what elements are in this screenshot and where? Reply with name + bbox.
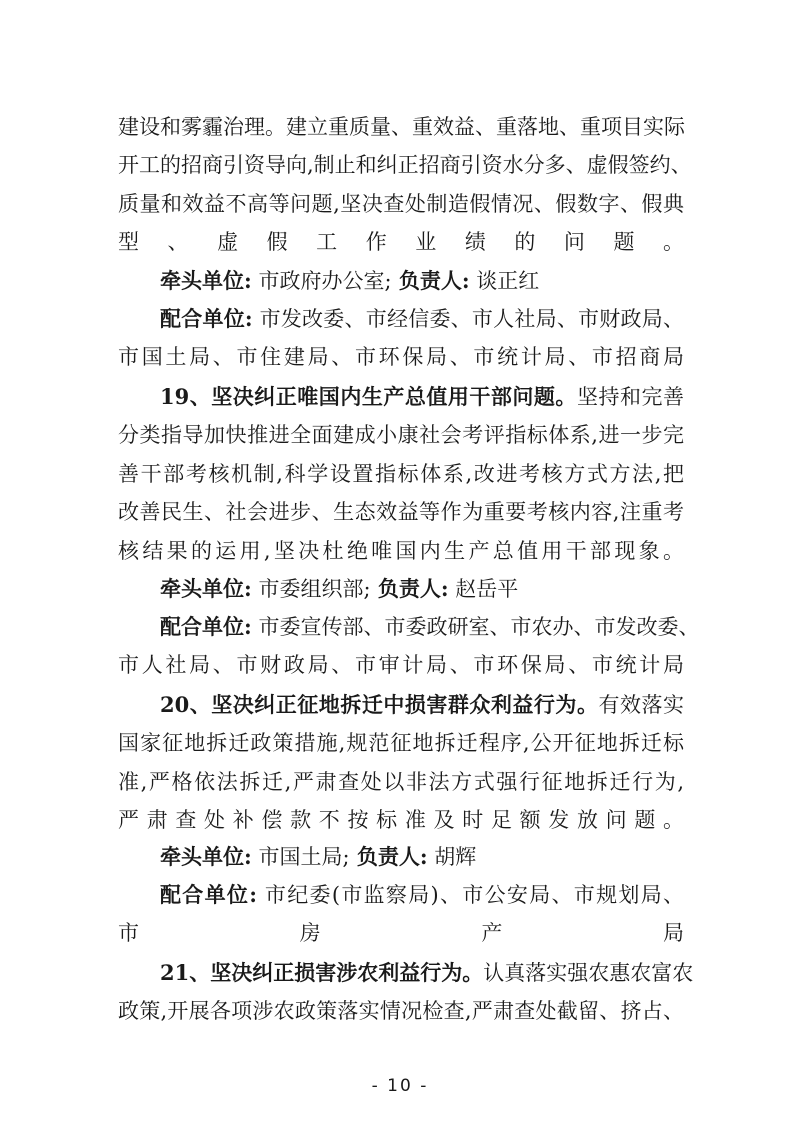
text-line: 国家征地拆迁政策措施,规范征地拆迁程序,公开征地拆迁标	[118, 731, 684, 756]
text-line: 配合单位: 市委宣传部、市委政研室、市农办、市发改委、	[160, 614, 700, 639]
responsible-label: 负责人:	[370, 576, 449, 601]
text-line: 市房产局	[118, 921, 684, 946]
text-line: 改善民生、社会进步、生态效益等作为重要考核内容,注重考	[118, 500, 684, 525]
cooperating-units-paragraph	[118, 300, 684, 377]
responsible-value: 谈正红	[469, 269, 540, 293]
item-19-heading: 19、坚决纠正唯国内生产总值用干部问题。	[160, 384, 577, 409]
text-line: 严肃查处补偿款不按标准及时足额发放问题。	[118, 808, 684, 833]
text-line: 市国土局、市住建局、市环保局、市统计局、市招商局	[118, 345, 684, 370]
text-line: 配合单位: 市发改委、市经信委、市人社局、市财政局、	[160, 306, 684, 331]
item-20-paragraph	[118, 686, 684, 840]
cooperating-units-paragraph	[118, 876, 684, 953]
text-line: 政策,开展各项涉农政策落实情况检查,严肃查处截留、挤占、	[118, 999, 684, 1024]
lead-unit-value: 市国土局;	[251, 845, 350, 869]
text-line: 市人社局、市财政局、市审计局、市环保局、市统计局	[118, 653, 684, 678]
text-line: 核结果的运用,坚决杜绝唯国内生产总值用干部现象。	[118, 538, 684, 563]
cooperating-units-label: 配合单位:	[160, 882, 257, 907]
responsible-value: 赵岳平	[448, 577, 519, 601]
text-line: 善干部考核机制,科学设置指标体系,改进考核方式方法,把	[118, 461, 684, 486]
text-line: 型、虚假工作业绩的问题。	[118, 230, 684, 255]
lead-unit-line	[160, 262, 684, 300]
text-line: 分类指导加快推进全面建成小康社会考评指标体系,进一步完	[118, 423, 684, 448]
responsible-label: 负责人:	[391, 268, 470, 293]
text-line: 质量和效益不高等问题,坚决查处制造假情况、假数字、假典	[118, 191, 684, 216]
cooperating-units-label: 配合单位:	[160, 306, 253, 331]
cooperating-units-paragraph	[118, 608, 700, 685]
responsible-value: 胡辉	[427, 845, 477, 869]
item-21-heading: 21、坚决纠正损害涉农利益行为。	[160, 960, 484, 985]
lead-unit-label: 牵头单位:	[160, 268, 252, 293]
lead-unit-line	[160, 838, 684, 876]
lead-unit-label: 牵头单位:	[160, 576, 252, 601]
lead-unit-label: 牵头单位:	[160, 844, 252, 869]
item-21-paragraph	[118, 954, 694, 1031]
cooperating-units-label: 配合单位:	[160, 614, 252, 639]
text-line: 准,严格依法拆迁,严肃查处以非法方式强行征地拆迁行为,	[118, 769, 684, 794]
responsible-label: 负责人:	[349, 844, 428, 869]
text-line: 20、坚决纠正征地拆迁中损害群众利益行为。有效落实	[160, 692, 684, 717]
text-line: 19、坚决纠正唯国内生产总值用干部问题。坚持和完善	[160, 384, 684, 409]
text-line: 21、坚决纠正损害涉农利益行为。认真落实强农惠农富农	[160, 960, 694, 985]
text-line: 开工的招商引资导向,制止和纠正招商引资水分多、虚假签约、	[118, 153, 692, 178]
lead-unit-value: 市委组织部;	[251, 577, 371, 601]
text-line: 建设和雾霾治理。建立重质量、重效益、重落地、重项目实际	[118, 115, 685, 139]
paragraph-continuation	[118, 108, 692, 262]
item-19-paragraph	[118, 378, 684, 570]
lead-unit-line	[160, 570, 684, 608]
text-line: 配合单位: 市纪委(市监察局)、市公安局、市规划局、	[160, 882, 684, 907]
lead-unit-value: 市政府办公室;	[251, 269, 392, 293]
item-20-heading: 20、坚决纠正征地拆迁中损害群众利益行为。	[160, 692, 599, 717]
page-number: - 10 -	[371, 1076, 429, 1096]
